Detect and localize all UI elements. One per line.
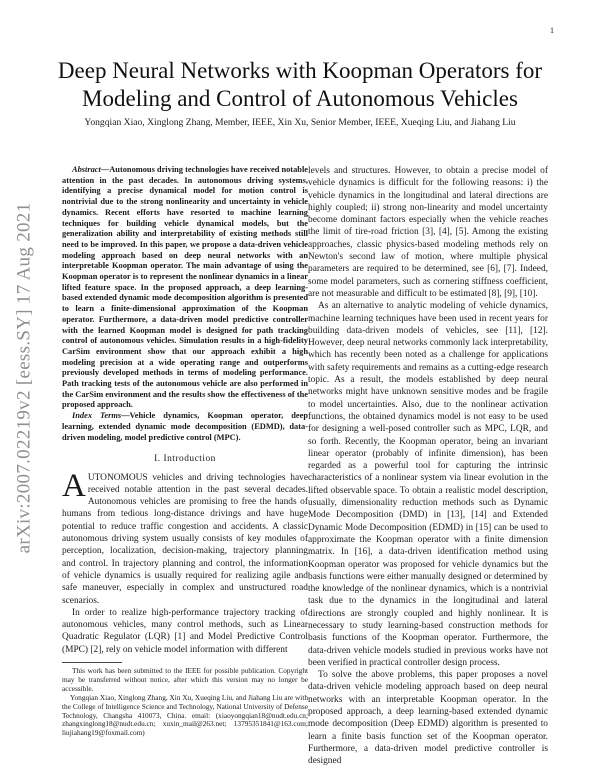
author-list: Yongqian Xiao, Xinglong Zhang, Member, IEEE, Xin Xu, Senior Member, IEEE, Xueqing Liu, and Jiahang Liu: [84, 117, 516, 128]
arxiv-stamp-text: arXiv:2007.02219v2 [eess.SY] 17 Aug 2021: [13, 202, 34, 554]
right-column: [308, 165, 548, 768]
footnote-affiliations: Yongqian Xiao, Xinglong Zhang, Xin Xu, Xueqing Liu, and Jiahang Liu are with the College of Intelligence Science and Technology, National University of Defense Technology, Changsha 410073, China. email: (xiaoyongqian18@nudt.edu.cn; zhangxinglong18@nudt.edu.cn; xuxin_mail@263.net; 13795351841@163.com; liujiahang19@foxmail.com): [62, 692, 308, 738]
right-paragraph-2: As an alternative to analytic modeling of vehicle dynamics, machine learning techniques have been used in recent years for building data-driven models of vehicles, see [11], [12]. However, deep neural networks commonly lack interpretability, which has recently been noted as a challenge for applications with safety requirements and remains as a cutting-edge research topic. As a result, the models established by deep neural networks might have unknown sensitive modes and be fragile to model uncertainties. Also, due to the nonlinear activation functions, the obtained dynamics model is not easy to be used for designing a well-posed controller such as MPC, LQR, and so forth. Recently, the Koopman operator, being an invariant linear operator (probably of infinite dimension), has been regarded as a powerful tool for capturing the intrinsic characteristics of a nonlinear system via linear evolution in the lifted observable space. To obtain a realistic model description, usually, dimensionality reduction methods such as Dynamic Mode Decomposition (DMD) in [13], [14] and Extended Dynamic Mode Decomposition (EDMD) in [15] can be used to approximate the Koopman operator with a finite dimension matrix. In [16], a data-driven identification method using Koopman operator was proposed for vehicle dynamics but the basis functions were either manually designed or determined by the knowledge of the nonlinear dynamics, which is a nontrivial task due to the dynamics in the longitudinal and lateral directions are strongly coupled and highly nonlinear. It is necessary to study learning-based construction methods for basis functions of the Koopman operator. Furthermore, the data-driven vehicle models studied in previous works have not been verified in practical controller design process.: [308, 301, 549, 668]
index-terms-text: —Vehicle dynamics, Koopman operator, deep learning, extended dynamic mode decomposition (EDMD), data-driven modeling, model predictive control (MPC).: [62, 411, 308, 442]
intro-paragraph-1-text: UTONOMOUS vehicles and driving technologies have received notable attention in the past several decades. Autonomous vehicles are promising to free the hands of humans from tedious long-distance drivings and have huge potential to reduce traffic congestion and accidents. A classic autonomous driving system usually consists of key modules of perception, localization, decision-making, trajectory planning and control. In trajectory planning and control, the information of vehicle dynamics is usually required for realizing agile and safe maneuver, especially in complex and unstructured road scenarios.: [62, 472, 308, 606]
drop-cap: A: [62, 467, 86, 504]
left-column: [62, 165, 308, 738]
abstract: [62, 165, 308, 411]
right-paragraph-1: levels and structures. However, to obtain a precise model of vehicle dynamics is difficult for the following reasons: i) the vehicle dynamics in the longitudinal and lateral directions are highly coupled; ii) strong non-linearity and model uncertainty become dominant factors especially when the vehicle reaches the limit of tire-road friction [3], [4], [5]. Among the existing approaches, classic physics-based modeling methods rely on Newton's second law of motion, where multiple physical parameters are required to be determined, see [6], [7]. Indeed, some model parameters, such as cornering stiffness coefficient, are not measurable and difficult to be estimated [8], [9], [10].: [308, 166, 548, 299]
arxiv-stamp: [6, 148, 42, 608]
section-heading-introduction: I. Introduction: [154, 454, 216, 465]
abstract-text: —Autonomous driving technologies have received notable attention in the past decades. In autonomous driving systems, identifying a precise dynamical model for motion control is nontrivial due to the strong nonlinearity and uncertainty in vehicle dynamics. Recent efforts have resorted to machine learning techniques for building vehicle dynamical models, but the generalization ability and interpretability of existing methods still need to be improved. In this paper, we propose a data-driven vehicle modeling approach based on deep neural networks with an interpretable Koopman operator. The main advantage of using the Koopman operator is to represent the nonlinear dynamics in a linear lifted feature space. In the proposed approach, a deep learning-based extended dynamic mode decomposition algorithm is presented to learn a finite-dimensional approximation of the Koopman operator. Furthermore, a data-driven model predictive controller with the learned Koopman model is designed for path tracking control of autonomous vehicles. Simulation results in a high-fidelity CarSim environment show that our approach exhibit a high modeling precision at a wide operating range and outperforms previously developed methods in terms of modeling performance. Path tracking tests of the autonomous vehicle are also performed in the CarSim environment and the results show the effectiveness of the proposed approach.: [62, 165, 308, 410]
footnote-divider: [62, 662, 122, 663]
footnote-submission: This work has been submitted to the IEEE for possible publication. Copyright may be transferred without notice, after which this version may no longer be accessible.: [62, 666, 308, 693]
paper-title: Deep Neural Networks with Koopman Operators for Modeling and Control of Autonomous Vehicles: [57, 58, 543, 111]
index-terms: [62, 411, 308, 443]
right-paragraph-3: To solve the above problems, this paper proposes a novel data-driven vehicle modeling approach based on deep neural networks with an interpretable Koopman operator. In the proposed approach, a deep learning-based extended dynamic mode decomposition (Deep EDMD) algorithm is presented to learn a finite basis function set of the Koopman operator. Furthermore, a data-driven model predictive controller is designed: [308, 670, 548, 767]
page-number: 1: [550, 26, 554, 35]
index-terms-lead: Index Terms: [72, 411, 122, 421]
intro-paragraph-2: In order to realize high-performance trajectory tracking of autonomous vehicles, many control methods, such as Linear Quadratic Regulator (LQR) [1] and Model Predictive Control (MPC) [2], rely on vehicle model information with different: [62, 607, 308, 655]
abstract-lead: Abstract: [72, 165, 101, 174]
intro-paragraph-1: [62, 467, 308, 607]
